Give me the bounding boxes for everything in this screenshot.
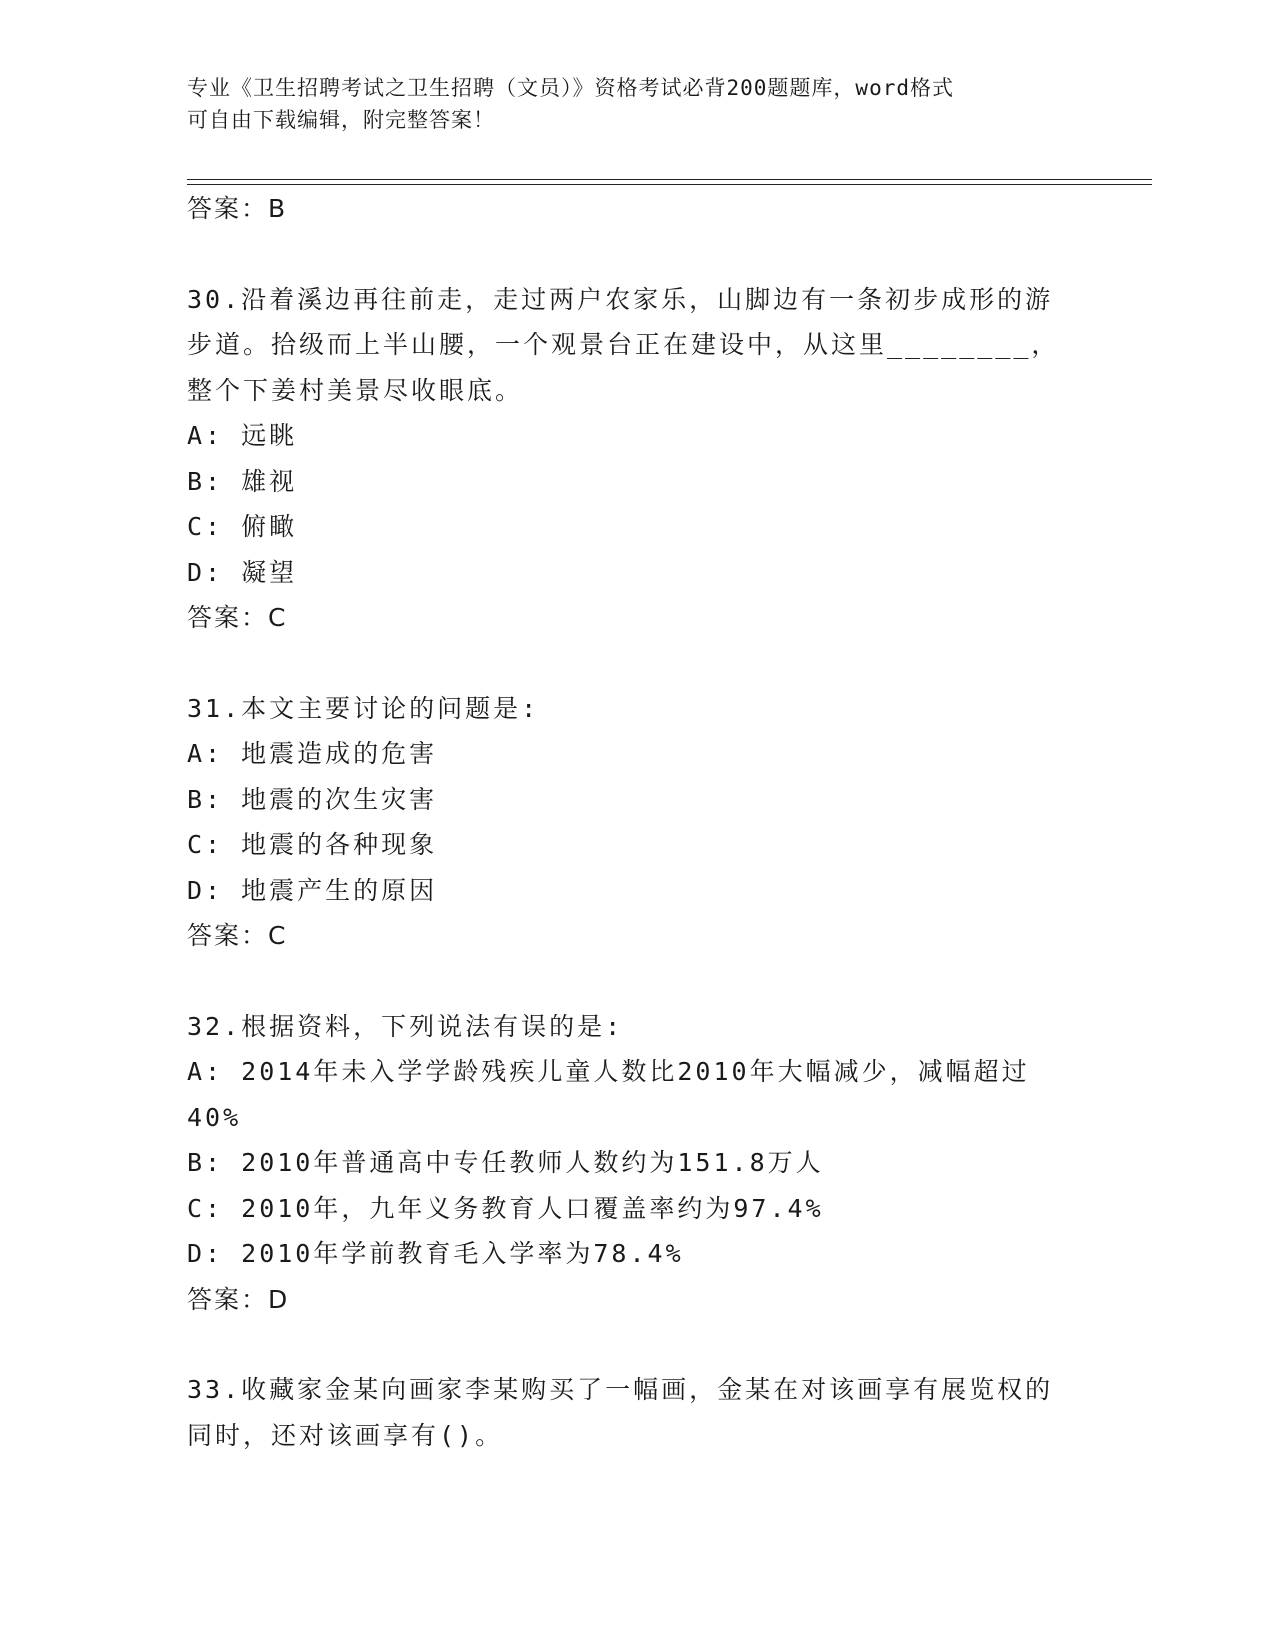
option-c: C: 地震的各种现象 bbox=[187, 830, 438, 859]
header-divider-top bbox=[187, 179, 1152, 180]
option-a: A: 远眺 bbox=[187, 421, 298, 450]
header-divider-bottom bbox=[187, 184, 1152, 185]
option-b: B: 雄视 bbox=[187, 466, 298, 496]
question-block bbox=[187, 277, 1087, 641]
option-a: A: 2014年未入学学龄残疾儿童人数比2010年大幅减少，减幅超过 bbox=[187, 1057, 1030, 1086]
answer-line: 答案：C bbox=[187, 603, 288, 632]
question-block bbox=[187, 1367, 1087, 1458]
option-b: B: 地震的次生灾害 bbox=[187, 784, 438, 814]
answer-line: 答案：C bbox=[187, 921, 288, 950]
question-block bbox=[187, 1004, 1087, 1323]
option-d: D: 凝望 bbox=[187, 557, 298, 587]
question-text: 33.收藏家金某向画家李某购买了一幅画，金某在对该画享有展览权的 bbox=[187, 1375, 1054, 1404]
question-list bbox=[187, 186, 1087, 1458]
answer-line: 答案：D bbox=[187, 1284, 290, 1314]
question-text: 同时，还对该画享有()。 bbox=[187, 1420, 504, 1450]
option-d: D: 地震产生的原因 bbox=[187, 875, 438, 905]
question-block bbox=[187, 686, 1087, 959]
page-header bbox=[187, 72, 1067, 136]
question-text: 31.本文主要讨论的问题是: bbox=[187, 693, 540, 723]
option-c: C: 2010年，九年义务教育人口覆盖率约为97.4% bbox=[187, 1193, 824, 1223]
option-a-continued: 40% bbox=[187, 1102, 242, 1132]
question-text: 步道。拾级而上半山腰，一个观景台正在建设中，从这里________， bbox=[187, 330, 1060, 359]
option-a: A: 地震造成的危害 bbox=[187, 739, 438, 768]
option-b: B: 2010年普通高中专任教师人数约为151.8万人 bbox=[187, 1148, 824, 1177]
block-spacer bbox=[187, 232, 1087, 277]
header-line-2: 可自由下载编辑，附完整答案！ bbox=[187, 108, 495, 132]
question-text: 整个下姜村美景尽收眼底。 bbox=[187, 375, 524, 405]
question-text: 32.根据资料，下列说法有误的是: bbox=[187, 1011, 624, 1041]
block-spacer bbox=[187, 959, 1087, 1004]
question-text: 30.沿着溪边再往前走，走过两户农家乐，山脚边有一条初步成形的游 bbox=[187, 284, 1054, 314]
option-d: D: 2010年学前教育毛入学率为78.4% bbox=[187, 1239, 684, 1268]
block-spacer bbox=[187, 641, 1087, 686]
option-c: C: 俯瞰 bbox=[187, 512, 298, 541]
header-line-1: 专业《卫生招聘考试之卫生招聘（文员）》资格考试必背200题题库，word格式 bbox=[187, 76, 954, 100]
question-block bbox=[187, 186, 1087, 232]
block-spacer bbox=[187, 1322, 1087, 1367]
answer-line: 答案：B bbox=[187, 194, 288, 223]
